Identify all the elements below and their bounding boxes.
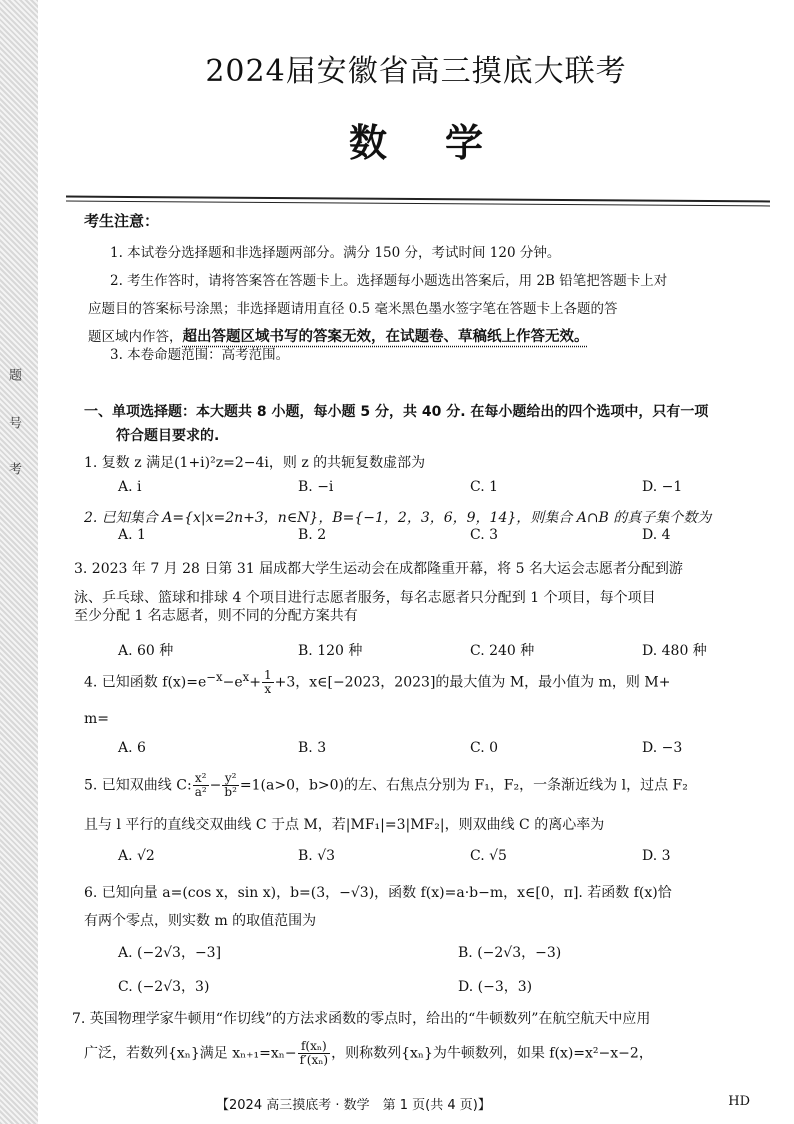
q4-fraction: [262, 669, 274, 696]
q6-option-a: A. (−2√3，−3]: [118, 945, 222, 961]
section-heading: [84, 400, 784, 448]
q7-text-1: 广泛，若数列{xₙ}满足 xₙ₊₁=xₙ−: [84, 1045, 297, 1062]
q4-sup-2: x: [242, 670, 250, 684]
q5-fraction-1: [193, 772, 209, 799]
q6-option-c: C. (−2√3，3): [118, 979, 210, 995]
q6-option-d: D. (−3，3): [458, 979, 533, 995]
q4-text-4: +3，x∈[−2023，2023]的最大值为 M，最小值为 m，则 M+: [274, 674, 671, 691]
corner-code: HD: [728, 1094, 750, 1109]
exam-page: [66, 0, 778, 1124]
q5-minus: −: [209, 777, 222, 794]
question-4-stem: [84, 664, 789, 696]
binding-strip: [0, 0, 38, 1124]
question-4-line-2: m=: [84, 711, 110, 727]
q4-frac-num: 1: [263, 668, 272, 683]
q4-option-c: C. 0: [470, 740, 499, 756]
exam-title: 2024届安徽省高三摸底大联考: [205, 54, 627, 89]
q4-option-b: B. 3: [298, 740, 327, 756]
q6-option-b: B. (−2√3，−3): [458, 945, 562, 961]
question-3-line-1: 3. 2023 年 7 月 28 日第 31 届成都大学生运动会在成都隆重开幕，将 5 名大运会志愿者分配到游: [74, 561, 683, 577]
question-1-stem: 1. 复数 z 满足(1+i)²z=2−4i，则 z 的共轭复数虚部为: [84, 455, 426, 471]
q4-option-a: A. 6: [118, 740, 146, 756]
q7-text-2: ，则称数列{xₙ}为牛顿数列，如果 f(x)=x²−x−2，: [331, 1045, 653, 1062]
question-5-stem: [84, 772, 789, 799]
note-3: 3. 本卷命题范围：高考范围。: [110, 347, 290, 363]
question-7-line-2: [84, 1040, 789, 1067]
question-6-line-2: 有两个零点，则实数 m 的取值范围为: [84, 913, 317, 929]
q3-option-b: B. 120 种: [298, 643, 363, 659]
q5-fraction-2: [222, 772, 239, 799]
q5-text-2: =1(a>0，b>0)的左、右焦点分别为 F₁，F₂，一条渐近线为 l，过点 F₂: [239, 777, 688, 794]
q5-option-d: D. 3: [642, 848, 671, 864]
q2-option-a: A. 1: [118, 527, 146, 543]
strip-label-1: 题: [6, 368, 21, 381]
q3-option-c: C. 240 种: [470, 643, 535, 659]
note-2-emphasis: 超出答题区域书写的答案无效，在试题卷、草稿纸上作答无效。: [182, 329, 589, 345]
q4-text-3: +: [249, 674, 261, 691]
q5-option-c: C. √5: [470, 848, 507, 864]
q4-sup-1: −x: [206, 670, 223, 684]
question-3-line-3: 至少分配 1 名志愿者，则不同的分配方案共有: [74, 608, 358, 624]
q5-frac1-num: x²: [193, 772, 209, 786]
question-3-line-2: 泳、乒乓球、篮球和排球 4 个项目进行志愿者服务，每名志愿者只分配到 1 个项目，每个项目: [74, 590, 656, 606]
subject-title: 数学: [348, 120, 541, 165]
section-line-1: 一、单项选择题：本大题共 8 小题，每小题 5 分，共 40 分. 在每小题给出的四个选项中，只有一项: [84, 404, 709, 420]
q5-frac2-den: b²: [224, 785, 237, 799]
q2-option-b: B. 2: [298, 527, 327, 543]
q5-frac2-num: y²: [222, 772, 239, 786]
q5-frac1-den: a²: [194, 785, 207, 799]
note-2-text: 题区域内作答，: [88, 329, 183, 345]
strip-label-3: 考: [6, 462, 21, 475]
q1-option-a: A. i: [118, 479, 142, 495]
q4-text-1: 4. 已知函数 f(x)=e: [84, 674, 207, 691]
q5-option-a: A. √2: [118, 848, 155, 864]
q7-frac-num: f(xₙ): [298, 1040, 331, 1054]
notes-heading: 考生注意：: [84, 212, 160, 230]
question-2-stem: 2. 已知集合 A={x|x=2n+3，n∈N}，B={−1，2，3，6，9，14}，则集合 A∩B 的真子集个数为: [84, 510, 712, 526]
q4-option-d: D. −3: [642, 740, 683, 756]
q1-option-d: D. −1: [642, 479, 683, 495]
q3-option-d: D. 480 种: [642, 643, 707, 659]
q2-option-c: C. 3: [470, 527, 499, 543]
question-7-line-1: 7. 英国物理学家牛顿用“作切线”的方法求函数的零点时，给出的“牛顿数列”在航空航天中应用: [72, 1011, 651, 1027]
q5-text-1: 5. 已知双曲线 C:: [84, 777, 192, 794]
note-2-line-1: 2. 考生作答时，请将答案答在答题卡上。选择题每小题选出答案后，用 2B 铅笔把答题卡上对: [110, 273, 668, 289]
page-footer: 【2024 高三摸底考 · 数学 第 1 页(共 4 页)】: [216, 1098, 491, 1113]
q1-option-c: C. 1: [470, 479, 499, 495]
q4-text-2: −e: [222, 674, 243, 691]
q1-option-b: B. −i: [298, 479, 334, 495]
question-5-line-2: 且与 l 平行的直线交双曲线 C 于点 M，若|MF₁|=3|MF₂|，则双曲线 C 的离心率为: [84, 817, 605, 833]
q2-option-d: D. 4: [642, 527, 671, 543]
strip-label-2: 号: [6, 416, 21, 429]
q7-fraction: [298, 1040, 331, 1067]
question-6-line-1: 6. 已知向量 a=(cos x，sin x)，b=(3，−√3)，函数 f(x)=a·b−m，x∈[0，π]. 若函数 f(x)恰: [84, 885, 672, 901]
q3-option-a: A. 60 种: [118, 643, 174, 659]
note-1: 1. 本试卷分选择题和非选择题两部分。满分 150 分，考试时间 120 分钟。: [110, 245, 561, 261]
q4-frac-den: x: [264, 682, 272, 697]
note-2-line-2: 应题目的答案标号涂黑；非选择题请用直径 0.5 毫米黑色墨水签字笔在答题卡上各题的答: [88, 301, 618, 317]
section-line-2: 符合题目要求的.: [116, 428, 220, 444]
q5-option-b: B. √3: [298, 848, 336, 864]
q7-frac-den: f′(xₙ): [299, 1053, 329, 1067]
